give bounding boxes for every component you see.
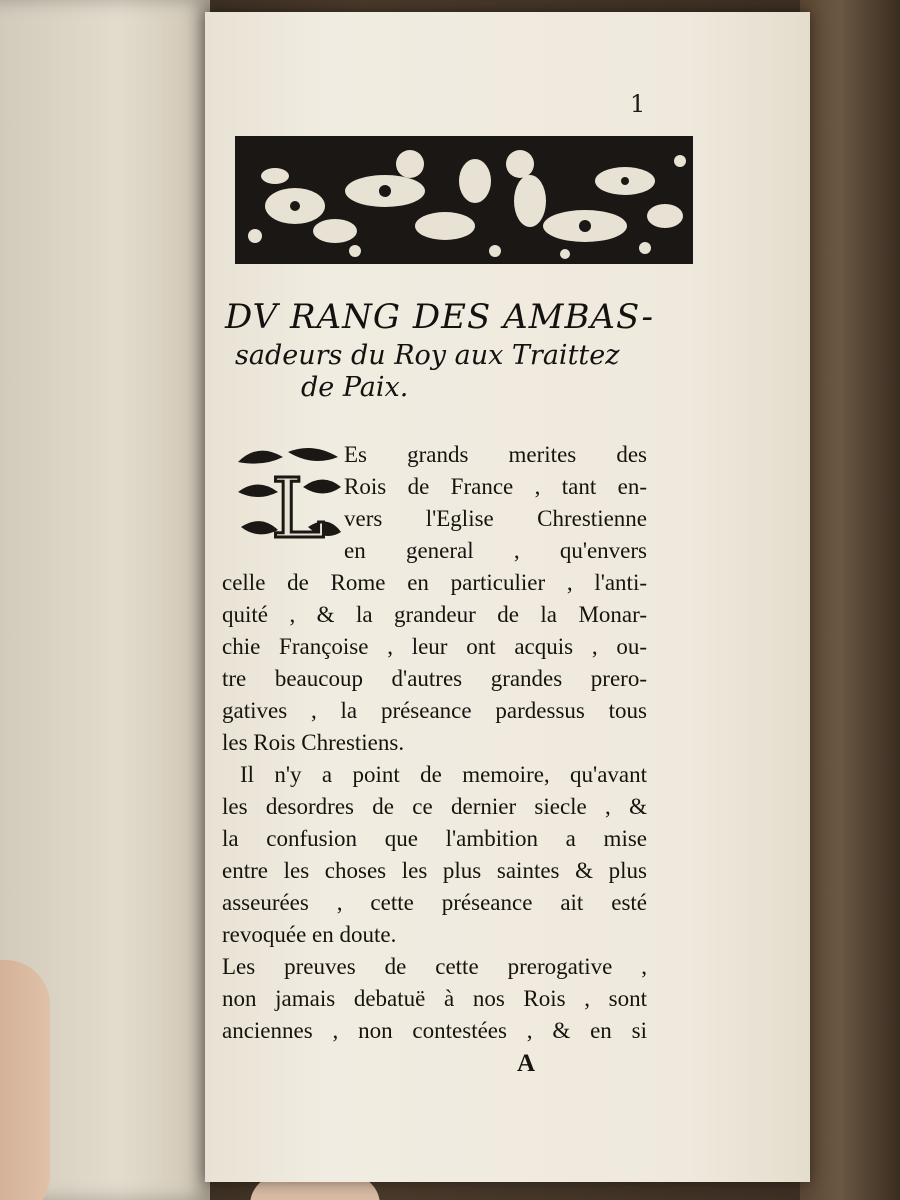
text-line: revoquée en doute.	[222, 922, 397, 947]
text-line: tre beaucoup d'autres grandes prero-	[222, 666, 647, 691]
text-line: la confusion que l'ambition a mise	[222, 826, 647, 851]
text-line: Es grands merites des	[344, 442, 647, 467]
text-line: Il n'y a point de memoire, qu'avant	[240, 762, 647, 787]
text-line: quité , & la grandeur de la Monar-	[222, 602, 647, 627]
decorated-initial-letter	[233, 442, 343, 547]
text-line: celle de Rome en particulier , l'anti-	[222, 570, 647, 595]
woodcut-headpiece-ornament	[235, 136, 693, 264]
signature-mark: A	[517, 1050, 536, 1077]
text-line: les desordres de ce dernier siecle , &	[222, 794, 647, 819]
text-line: asseurées , cette préseance ait esté	[222, 890, 647, 915]
thumb-left	[0, 960, 50, 1200]
chapter-title-line-3: de Paix.	[301, 372, 409, 403]
text-line: Les preuves de cette prerogative ,	[222, 954, 647, 979]
wooden-table-edge	[800, 0, 900, 1200]
text-line: en general , qu'envers	[344, 538, 647, 563]
text-line: non jamais debatuë à nos Rois , sont	[222, 986, 647, 1011]
chapter-title-line-1: DV RANG DES AMBAS-	[225, 297, 655, 337]
text-line: vers l'Eglise Chrestienne	[344, 506, 647, 531]
initial-letter-glyph: L	[271, 462, 326, 547]
text-line: entre les choses les plus saintes & plus	[222, 858, 647, 883]
text-line: Rois de France , tant en-	[344, 474, 647, 499]
page-number: 1	[630, 90, 646, 118]
text-line: chie Françoise , leur ont acquis , ou-	[222, 634, 647, 659]
text-line: gatives , la préseance pardessus tous	[222, 698, 647, 723]
book-page	[205, 12, 810, 1182]
text-line: anciennes , non contestées , & en si	[222, 1018, 647, 1043]
chapter-title-line-2: sadeurs du Roy aux Traittez	[235, 340, 620, 371]
text-line: les Rois Chrestiens.	[222, 730, 405, 755]
